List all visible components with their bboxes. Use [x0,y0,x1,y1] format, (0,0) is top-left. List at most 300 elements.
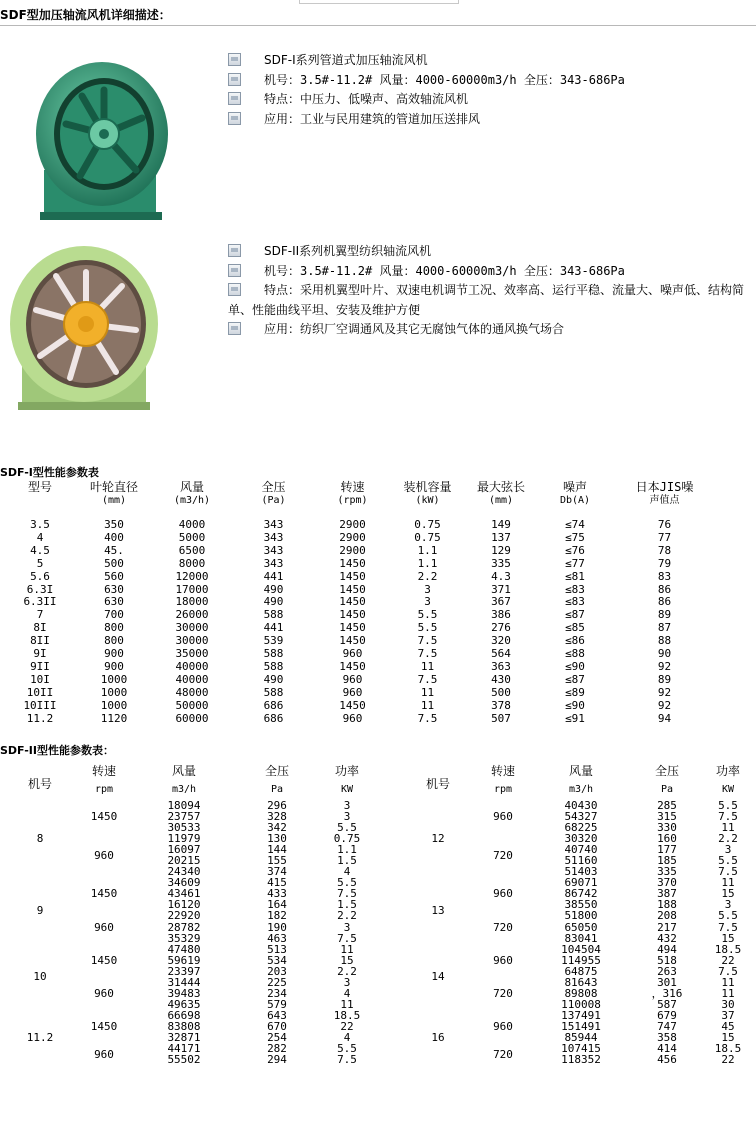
table-cell: 40000 [175,672,209,686]
table-header-row [0,481,720,507]
table-cell: 343 [263,556,284,570]
table-cell: 254 [267,1030,287,1044]
list-item: 特点：采用机翼型叶片、双速电机调节工况、效率高、运行平稳、流量大、噪声低、结构简 单、性能曲线平坦、安装及维护方便 [228,283,745,317]
header-divider [0,25,756,26]
table-cell: 588 [263,659,284,673]
table-cell: 285 [657,799,677,812]
table-cell: 441 [263,621,284,635]
machine-number-cell: 9 [36,903,44,917]
sdf-i-description [228,51,625,129]
table-cell: 5.5 [337,821,357,835]
fan-sdf-ii-image [0,240,175,412]
rpm-cell: 960 [493,953,513,967]
sdf-ii-parameter-table-left [0,762,380,1065]
table-cell: 3 [724,898,732,912]
column-header [148,481,236,507]
table-cell: ≤87 [565,608,585,622]
table-cell: 177 [657,843,677,857]
table-cell: 2900 [339,530,366,544]
rpm-cell: 1450 [90,1019,118,1033]
table-cell: 263 [657,964,677,978]
column-header-label: 噪声 [562,480,587,494]
table-cell: 137491 [561,1008,601,1022]
table-cell: 1.5 [337,854,357,868]
table-cell: 77 [657,530,672,544]
table-cell: 432 [657,931,677,945]
table-cell: 69071 [564,876,598,890]
table-cell: 3 [343,799,351,812]
table-cell: 130 [267,832,287,846]
table-cell: 1.5 [337,898,357,912]
table-cell: 374 [267,865,287,879]
table-cell: 40000 [175,659,209,673]
table-cell: 2.2 [718,832,738,846]
table-cell: 89808 [564,986,598,1000]
table-cell: 114955 [561,953,601,967]
table-cell: 55502 [167,1053,201,1067]
table-cell: 45 [721,1019,735,1033]
column-unit: KW [340,784,354,795]
table-cell: 10II [26,685,54,699]
table-cell: 10III [23,698,57,712]
table-cell: ≤74 [565,518,585,531]
table-cell: 1.1 [417,556,438,570]
column-unit: Pa [660,784,674,795]
list-bullet-icon [228,264,241,277]
table-cell: 16097 [167,843,201,857]
table-row [0,532,720,545]
table-cell: 3 [424,595,431,609]
table-cell: 433 [267,887,287,901]
table-cell: ≤77 [565,556,585,570]
table-row [0,571,720,584]
table-cell: 94 [657,711,672,725]
table-cell: 5.5 [417,608,438,622]
rpm-cell: 960 [493,1019,513,1033]
table-cell: 20215 [167,854,201,868]
table-cell: 386 [491,608,511,622]
column-header-label: 风量 [179,480,204,494]
list-bullet-icon [228,322,241,335]
table-cell: 37 [721,1008,735,1022]
table-cell: 47480 [167,942,201,956]
table-cell: 107415 [561,1042,601,1056]
list-item: 特点：中压力、低噪声、高效轴流风机 [228,90,625,110]
column-header-unit: (kW) [415,495,440,506]
column-unit: Pa [270,784,284,795]
rpm-cell: 960 [94,920,114,934]
list-bullet-icon [228,92,241,105]
table-cell: 11.2 [26,711,54,725]
table-cell: 588 [263,685,284,699]
table-row [0,944,380,955]
table-cell: 155 [267,854,287,868]
table-cell: 31444 [167,975,201,989]
column-header-label: 全压 [261,480,286,494]
table-cell: 387 [657,887,677,901]
machine-number-cell: 12 [431,832,445,846]
table-cell: 104504 [561,942,601,956]
table-cell: 588 [263,608,284,622]
table-cell: 1000 [100,672,128,686]
table-cell: 1000 [100,698,128,712]
table-cell: 12000 [175,569,209,583]
table-cell: 18.5 [333,1008,361,1022]
table-cell: 23757 [167,810,201,824]
table-cell: 296 [267,799,287,812]
column-header-unit: (mm) [101,495,127,506]
table-row [0,687,720,700]
table-cell: 40430 [564,799,598,812]
table-cell: 960 [342,711,363,725]
table-header-row [0,762,380,780]
table-cell: 11 [721,975,735,989]
table-cell: 430 [491,672,511,686]
table-cell: 1450 [339,595,366,609]
rpm-cell: 720 [493,1047,513,1061]
table-cell: 456 [657,1053,677,1067]
table-cell: 22 [340,1019,354,1033]
table-cell: 64875 [564,964,598,978]
table-cell: 587 [657,997,677,1011]
table-cell: 3 [424,582,431,596]
table-cell: 7.5 [417,711,438,725]
column-header-unit: (m3/h) [173,495,211,506]
table-cell: 182 [267,909,287,923]
table-cell: 86 [657,582,672,596]
table-cell: 40740 [564,843,598,857]
table-cell: 1450 [339,621,366,635]
table-cell: 76 [657,518,672,531]
column-header-unit: Db(A) [559,495,591,506]
table-cell: 18000 [175,595,209,609]
table-cell: 30 [721,997,735,1011]
table-cell: 630 [104,582,124,596]
table-cell: 38550 [564,898,598,912]
table-cell: 11979 [167,832,201,846]
column-unit: m3/h [568,784,594,795]
table-cell: ≤85 [565,621,585,635]
list-bullet-icon [228,283,241,296]
table-cell: 441 [263,569,284,583]
table-header-row [398,762,756,780]
table-cell: 86 [657,595,672,609]
column-header [80,481,148,507]
table-cell: 22 [721,1053,735,1067]
table-cell: 7.5 [337,931,357,945]
table-cell: 11 [721,821,735,835]
table-cell: 1450 [339,608,366,622]
table-cell: 335 [491,556,511,570]
table-cell: 5.5 [718,854,738,868]
table-cell: 363 [491,659,511,673]
table-cell: 17000 [175,582,209,596]
table-cell: 68225 [564,821,598,835]
column-header [609,481,720,507]
table-cell: 534 [267,953,287,967]
list-bullet-icon [228,53,241,66]
table-cell: 83041 [564,931,598,945]
table-cell: 59619 [167,953,201,967]
table-cell: 7 [36,608,44,622]
table-cell: 15 [340,953,354,967]
table-row [398,944,756,955]
table-cell: ≤83 [565,582,585,596]
table-cell: 51800 [564,909,598,923]
table-cell: 129 [491,543,511,557]
table-cell: 1.1 [337,843,357,857]
table-cell: 15 [721,931,735,945]
table-cell: 518 [657,953,677,967]
table-cell: 30000 [175,634,209,648]
table-cell: 30000 [175,621,209,635]
table-cell: 45. [104,543,124,557]
table-cell: 4 [343,986,351,1000]
table-cell: 8II [30,634,50,648]
table-cell: 22 [721,953,735,967]
list-item: 应用：工业与民用建筑的管道加压送排风 [228,110,625,130]
column-header-label: 转速 [340,480,365,494]
table-cell: 0.75 [414,518,441,531]
column-header-unit: 声值点 [649,495,680,506]
table-cell: 86742 [564,887,598,901]
table-cell: 5 [36,556,44,570]
table-cell: 8000 [178,556,206,570]
table-cell: 6.3II [23,595,57,609]
table-cell: 78 [657,543,672,557]
rpm-cell: 960 [493,887,513,901]
table-cell: 24340 [167,865,201,879]
table-cell: ≤90 [565,698,585,712]
table-cell: 507 [491,711,511,725]
table-cell: 7.5 [718,865,738,879]
rpm-cell: 960 [493,810,513,824]
rpm-cell: 1450 [90,887,118,901]
column-header: 功率 [715,764,740,778]
table-cell: 18094 [167,799,201,812]
table-cell: 11 [340,997,354,1011]
table-cell: 900 [104,659,124,673]
table-cell: 320 [491,634,511,648]
table-cell: 400 [104,530,124,544]
column-unit: rpm [94,784,114,795]
table-cell: 343 [263,530,284,544]
table-cell: 11 [721,876,735,890]
table-cell: 5.5 [417,621,438,635]
table-cell: 11 [340,942,354,956]
column-header: 转速 [490,764,515,778]
table-cell: 35000 [175,647,209,661]
table-cell: ≤81 [565,569,585,583]
table-cell: 35329 [167,931,201,945]
table-cell: ≤89 [565,685,585,699]
table-cell: 330 [657,821,677,835]
table-cell: 414 [657,1042,677,1056]
table-cell: 26000 [175,608,209,622]
table-cell: 900 [104,647,124,661]
table-cell: 560 [104,569,124,583]
column-header [461,481,541,507]
table-cell: 5.5 [337,876,357,890]
table-cell: 1450 [339,569,366,583]
column-header [0,481,80,507]
list-item: SDF-II系列机翼型纺织轴流风机 [228,242,744,262]
sdf-i-parameter-table [0,481,720,726]
table-cell: 500 [491,685,511,699]
table-cell: 137 [491,530,511,544]
table-row [0,519,720,532]
table-cell: 579 [267,997,287,1011]
column-header [394,481,461,507]
table-cell: 494 [657,942,677,956]
fan-sdf-i-image [30,52,175,222]
table-cell: 294 [267,1053,287,1067]
table-cell: 367 [491,595,511,609]
table-cell: 9II [30,659,50,673]
table-cell: 1450 [339,698,366,712]
column-header-label: 叶轮直径 [89,480,138,494]
table-cell: 149 [491,518,511,531]
table-cell: 500 [104,556,124,570]
column-header-label: 日本JIS噪 [635,480,694,494]
list-bullet-icon [228,112,241,125]
rpm-cell: 720 [493,986,513,1000]
table-cell: 225 [267,975,287,989]
table-cell: 1120 [100,711,128,725]
table-cell: 342 [267,821,287,835]
table-cell: 43461 [167,887,201,901]
machine-number-cell: 8 [36,832,44,846]
table-cell: 190 [267,920,287,934]
table-cell: 34609 [167,876,201,890]
table-cell: 6.3I [26,582,54,596]
table-cell: 3.5 [30,518,50,531]
table-cell: 11 [420,685,435,699]
table-cell: 23397 [167,964,201,978]
table-cell: 1.1 [417,543,438,557]
table-cell: 686 [263,711,284,725]
table-cell: 539 [263,634,284,648]
table-cell: 48000 [175,685,209,699]
table-cell: 66698 [167,1008,201,1022]
table-cell: 588 [263,647,284,661]
table-cell: 371 [491,582,511,596]
column-header-label: 最大弦长 [476,480,525,494]
list-item: 机号：3.5#-11.2# 风量：4000-60000m3/h 全压：343-686Pa [228,71,625,91]
table-cell: 960 [342,672,363,686]
table-row [0,713,720,726]
table-cell: 50000 [175,698,209,712]
table-cell: 1450 [339,556,366,570]
table-cell: 188 [657,898,677,912]
sdf-ii-parameter-table-right [398,762,756,1065]
machine-number-cell: 14 [431,970,445,984]
table-cell: 350 [104,518,124,531]
table-cell: 118352 [561,1053,601,1067]
table-cell: 11 [420,698,435,712]
table-cell: 3 [724,843,732,857]
column-header: 全压 [654,764,679,778]
table-cell: 7.5 [718,810,738,824]
table-cell: 0.75 [333,832,361,846]
table-cell: 1450 [339,659,366,673]
rpm-cell: 960 [94,848,114,862]
table-cell: ≤76 [565,543,585,557]
table-cell: ≤87 [565,672,585,686]
rpm-cell: 1450 [90,810,118,824]
table-cell: 679 [657,1008,677,1022]
table-row [0,661,720,674]
table1-title: SDF-I型性能参数表 [0,466,99,479]
table-cell: 343 [263,543,284,557]
table2-title: SDF-II型性能参数表： [0,744,114,757]
table-cell: 490 [263,582,284,596]
list-bullet-icon [228,73,241,86]
column-header: 风量 [171,764,196,778]
column-unit: KW [721,784,735,795]
machine-number-cell: 11.2 [26,1030,54,1044]
table-cell: 7.5 [417,672,438,686]
table-cell: 18.5 [714,1042,742,1056]
column-header-label: 型号 [27,480,52,494]
machine-number-cell: 10 [33,970,47,984]
page-header: SDF型加压轴流风机详细描述： [0,8,171,22]
table-cell: 415 [267,876,287,890]
table-cell: 89 [657,672,672,686]
top-frame [299,0,459,4]
table-cell: 10I [30,672,50,686]
table-cell: 9I [33,647,47,661]
column-header [311,481,394,507]
table-cell: 700 [104,608,124,622]
table-cell: 378 [491,698,511,712]
table-cell: 5.5 [718,909,738,923]
table-cell: 11 [721,986,735,1000]
column-header-label: 装机容量 [403,480,452,494]
table-cell: 630 [104,595,124,609]
table-cell: 87 [657,621,672,635]
table-cell: 358 [657,1030,677,1044]
table-cell: 30320 [564,832,598,846]
table-cell: 335 [657,865,677,879]
table-cell: 343 [263,518,284,531]
column-header: 全压 [264,764,289,778]
column-header: 机号 [425,777,450,791]
rpm-cell: 720 [493,848,513,862]
table-cell: 203 [267,964,287,978]
table-cell: 4 [36,530,44,544]
column-header-unit: (Pa) [261,495,286,506]
table-cell: ≤88 [565,647,585,661]
table-cell: 5.5 [337,1042,357,1056]
list-item: SDF-I系列管道式加压轴流风机 [228,51,625,71]
table-cell: 301 [657,975,677,989]
table-cell: 234 [267,986,287,1000]
table-cell: 11 [420,659,435,673]
column-header [541,481,609,507]
table-cell: 15 [721,1030,735,1044]
column-header: 风量 [568,764,593,778]
table-cell: ≤75 [565,530,585,544]
table-row [0,558,720,571]
table-cell: 747 [657,1019,677,1033]
table-cell: 3 [343,920,351,934]
table-cell: 1000 [100,685,128,699]
table-cell: 81643 [564,975,598,989]
table-cell: 7.5 [337,1053,357,1067]
table-cell: 54327 [564,810,598,824]
rpm-cell: 1450 [90,953,118,967]
